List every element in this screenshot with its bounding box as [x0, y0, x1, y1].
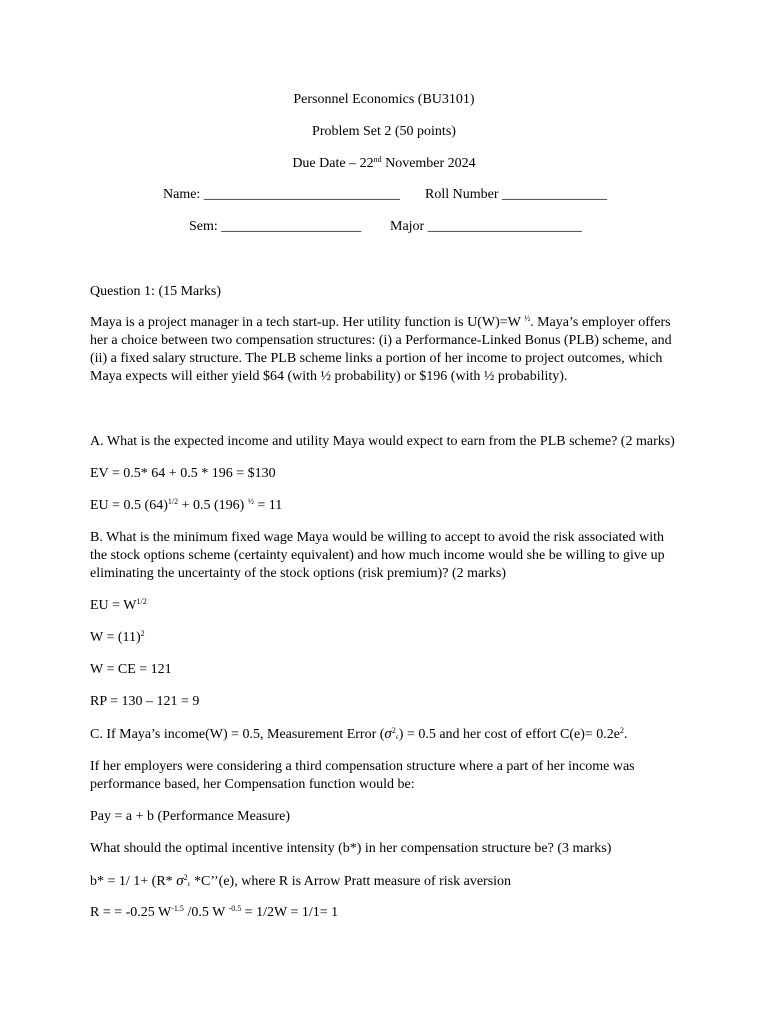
w-equation: $W = (11)^2$	[90, 629, 145, 645]
question-1-intro: Maya is a project manager in a tech start-up. Her utility function is U(W)=W $^{\frac{1}{2}}$. Maya’s employer offers her a choice between two compensation structures: (i) a Performance-Linked Bonus (PLB) scheme, and (ii) a fixed salary structure. The PLB scheme links a portion of her income to project outcomes, which Maya expects will either yield $64 (with ½ probability) or $196 (with ½ probability).	[90, 314, 672, 384]
optimal-question: What should the optimal incentive intensity (b*) in her compensation structure be? (3 marks)	[90, 841, 612, 856]
ce-equation: W = CE = 121	[90, 662, 172, 677]
roll-number-field: Roll Number _______________	[425, 187, 607, 202]
expected-value-line: EV = 0.5* 64 + 0.5 * 196 = $130	[90, 466, 276, 481]
due-date: Due Date – 22nd November 2024	[292, 155, 476, 171]
part-b-question: B. What is the minimum fixed wage Maya would be willing to accept to avoid the risk associated with the stock options scheme (certainty equivalent) and how much income would she be willing to give up eliminating the uncertainty of the stock options (risk premium)? (2 marks)	[90, 530, 665, 581]
third-structure-text: If her employers were considering a third compensation structure where a part of her income was performance based, her Compensation function would be:	[90, 759, 635, 792]
eu-equation: EU = $W^{1/2}$	[90, 597, 147, 613]
problem-set-title: Problem Set 2 (50 points)	[312, 124, 456, 139]
question-1-title: Question 1: (15 Marks)	[90, 284, 222, 299]
part-c-question: C. If Maya’s income(W) = 0.5, Measurement Error $(\sigma^2_\varepsilon) = 0.5$ and her cost of effort $C(e)= 0.2e^2$.	[90, 726, 628, 742]
course-title: Personnel Economics (BU3101)	[293, 92, 475, 107]
pay-function: Pay = a + b (Performance Measure)	[90, 809, 291, 824]
rp-equation: RP = 130 – 121 = 9	[90, 694, 200, 709]
part-a-question: A. What is the expected income and utility Maya would expect to earn from the PLB scheme? (2 marks)	[90, 434, 675, 449]
expected-utility-line: EU = 0.5 $(64)^{1/2} + 0.5$ (196) $^{\frac{1}{2}}$ = 11	[90, 497, 283, 513]
major-field: Major ______________________	[390, 219, 582, 234]
sem-field: Sem: ____________________	[189, 219, 362, 234]
r-equation: R = = -0.25 $W^{-1.5}$ /0.5 W $^{-0.5}$ = 1/2W = 1/1= 1	[90, 904, 339, 920]
name-field: Name: ____________________________	[163, 187, 400, 202]
b-star-equation: b* = 1/ 1+ (R* $\sigma^2_\varepsilon$ *C’’(e), where R is Arrow Pratt measure of risk aversion	[90, 873, 512, 889]
